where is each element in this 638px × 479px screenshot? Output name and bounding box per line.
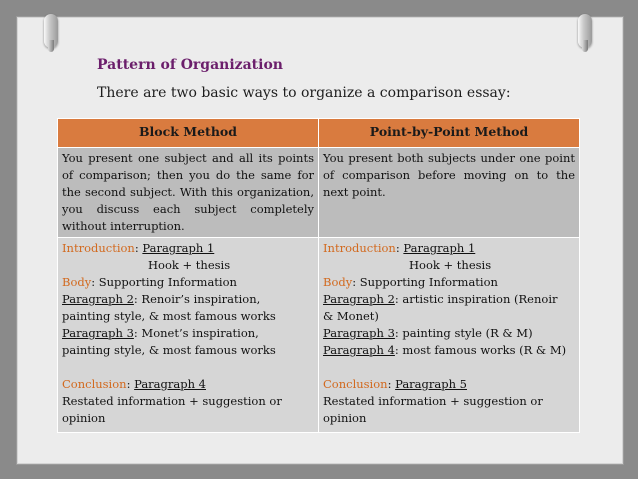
conclusion-detail-cont: opinion — [323, 411, 367, 425]
paragraph-3-text: : Monet’s inspiration, — [133, 326, 259, 340]
conclusion-detail-cont: opinion — [62, 411, 106, 425]
conclusion-detail: Restated information + suggestion or — [62, 394, 282, 408]
slide-subtitle: There are two basic ways to organize a comparison essay: — [97, 85, 511, 101]
paragraph-3-label: Paragraph 3 — [323, 326, 395, 340]
paragraph-2-cont: painting style, & most famous works — [62, 309, 276, 323]
table-header-row — [58, 119, 580, 148]
pushpin-icon — [44, 14, 58, 48]
paragraph-4-line — [323, 342, 575, 359]
spacer — [323, 359, 575, 376]
conclusion-line: Conclusion: Paragraph 4 — [62, 377, 206, 391]
body-line: Body: Supporting Information — [62, 275, 237, 289]
block-outline — [58, 238, 319, 433]
point-outline — [319, 238, 580, 433]
conclusion-label: Conclusion — [323, 377, 388, 391]
paragraph-3-line — [62, 325, 314, 342]
body-label: Body — [323, 275, 353, 289]
intro-label: Introduction — [323, 241, 396, 255]
conclusion-detail: Restated information + suggestion or — [323, 394, 543, 408]
paragraph-4-text: : most famous works (R & M) — [394, 343, 567, 357]
paragraph-2-text: : artistic inspiration (Renoir — [394, 292, 558, 306]
paragraph-3-line — [323, 325, 575, 342]
intro-paragraph: Paragraph 1 — [142, 241, 215, 255]
point-description: You present both subjects under one point of comparison before moving on to the next point. — [319, 148, 580, 238]
paragraph-2-cont: & Monet) — [323, 309, 379, 323]
paragraph-2-line — [62, 291, 314, 308]
pushpin-icon — [578, 14, 592, 48]
header-block-method: Block Method — [58, 119, 319, 148]
paragraph-2-text: : Renoir’s inspiration, — [133, 292, 261, 306]
conclusion-paragraph: Paragraph 5 — [395, 377, 467, 391]
body-detail: Supporting Information — [359, 275, 498, 289]
body-detail: Supporting Information — [98, 275, 237, 289]
comparison-table — [57, 118, 580, 433]
intro-line: Introduction: Paragraph 1 — [323, 241, 476, 255]
intro-paragraph: Paragraph 1 — [403, 241, 476, 255]
body-line: Body: Supporting Information — [323, 275, 498, 289]
paragraph-2-line — [323, 291, 575, 308]
paragraph-4-label: Paragraph 4 — [323, 343, 395, 357]
conclusion-label: Conclusion — [62, 377, 127, 391]
paragraph-3-text: : painting style (R & M) — [394, 326, 533, 340]
spacer — [62, 359, 314, 376]
paragraph-3-cont: painting style, & most famous works — [62, 343, 276, 357]
intro-detail: Hook + thesis — [148, 258, 231, 272]
paragraph-3-label: Paragraph 3 — [62, 326, 134, 340]
body-label: Body — [62, 275, 92, 289]
paragraph-2-label: Paragraph 2 — [323, 292, 395, 306]
intro-detail: Hook + thesis — [409, 258, 492, 272]
slide-title: Pattern of Organization — [97, 57, 283, 73]
intro-line: Introduction: Paragraph 1 — [62, 241, 215, 255]
conclusion-line: Conclusion: Paragraph 5 — [323, 377, 467, 391]
table-row — [58, 148, 580, 238]
paragraph-2-label: Paragraph 2 — [62, 292, 134, 306]
conclusion-paragraph: Paragraph 4 — [134, 377, 206, 391]
block-description: You present one subject and all its points of comparison; then you do the same for the second subject. With this organization, you discuss each subject completely without interruption. — [58, 148, 319, 238]
table-row — [58, 238, 580, 433]
header-point-method: Point-by-Point Method — [319, 119, 580, 148]
intro-label: Introduction — [62, 241, 135, 255]
